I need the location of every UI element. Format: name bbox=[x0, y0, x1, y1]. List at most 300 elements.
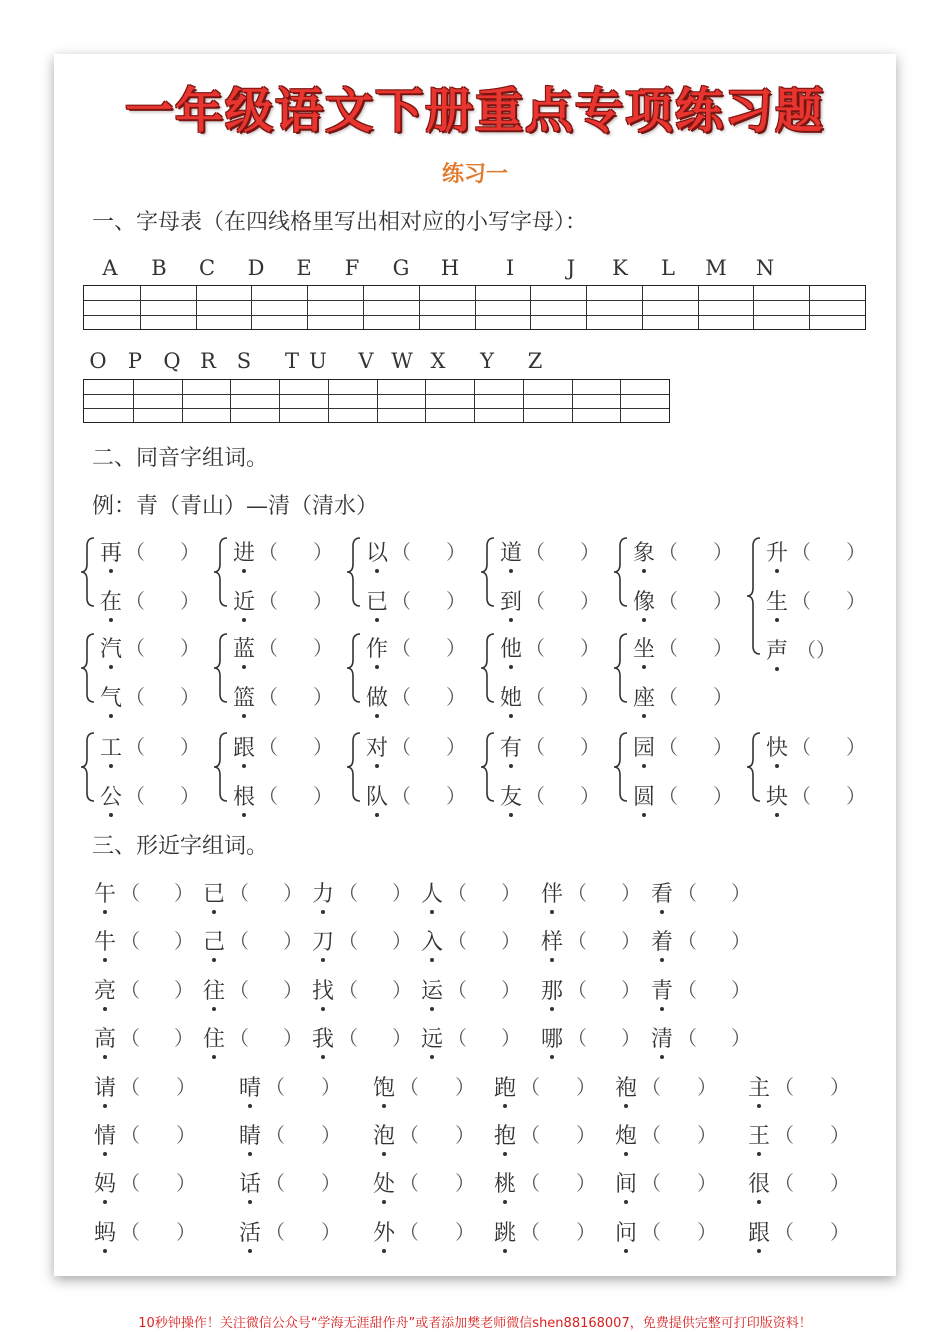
open-paren[interactable]: （ bbox=[677, 1026, 697, 1050]
dotted-character: 样 bbox=[541, 925, 563, 956]
open-paren[interactable]: （ bbox=[525, 685, 545, 709]
homophone-entry bbox=[633, 681, 733, 712]
open-paren[interactable]: （ bbox=[125, 735, 145, 759]
close-paren[interactable]: ） bbox=[174, 929, 194, 953]
close-paren[interactable]: ） bbox=[830, 1075, 850, 1099]
grid-divider bbox=[307, 286, 308, 329]
close-paren[interactable]: ） bbox=[731, 1026, 751, 1050]
close-paren[interactable]: ） bbox=[621, 1026, 641, 1050]
similar-char-item bbox=[373, 1071, 475, 1102]
close-paren[interactable]: ） bbox=[576, 1220, 596, 1244]
letter-M: M bbox=[705, 256, 727, 280]
similar-char-item bbox=[615, 1119, 717, 1150]
grid-divider bbox=[620, 380, 621, 422]
open-paren[interactable]: （ bbox=[125, 540, 145, 564]
curly-brace bbox=[478, 731, 498, 807]
close-paren[interactable]: ） bbox=[697, 1171, 717, 1195]
open-paren[interactable]: （ bbox=[658, 540, 678, 564]
similar-char-item bbox=[203, 1022, 303, 1053]
close-paren[interactable]: ） bbox=[455, 1075, 475, 1099]
open-paren[interactable]: （ bbox=[447, 929, 467, 953]
letter-E: E bbox=[296, 256, 312, 280]
dotted-character: 升 bbox=[766, 536, 788, 567]
close-paren[interactable]: ） bbox=[283, 978, 303, 1002]
open-paren[interactable]: （ bbox=[391, 636, 411, 660]
close-paren[interactable]: ） bbox=[180, 784, 200, 808]
letter-H: H bbox=[440, 256, 460, 280]
open-paren[interactable]: （ bbox=[677, 978, 697, 1002]
close-paren[interactable]: ） bbox=[446, 636, 466, 660]
close-paren[interactable]: ） bbox=[846, 589, 866, 613]
letter-G: G bbox=[392, 256, 410, 280]
curly-brace bbox=[478, 536, 498, 612]
open-paren[interactable]: （ bbox=[525, 636, 545, 660]
close-paren[interactable]: ） bbox=[313, 784, 333, 808]
open-paren[interactable]: （ bbox=[525, 589, 545, 613]
letter-X: X bbox=[430, 349, 446, 373]
homophone-entry bbox=[633, 731, 733, 762]
dotted-character: 住 bbox=[203, 1022, 225, 1053]
open-paren[interactable]: （ bbox=[229, 881, 249, 905]
dotted-character: 请 bbox=[94, 1071, 116, 1102]
open-paren[interactable]: （ bbox=[229, 929, 249, 953]
similar-char-item bbox=[615, 1167, 717, 1198]
open-paren[interactable]: （ bbox=[338, 1026, 358, 1050]
close-paren[interactable]: ） bbox=[501, 881, 521, 905]
open-paren[interactable]: （ bbox=[120, 1075, 140, 1099]
grid-divider bbox=[425, 380, 426, 422]
open-paren[interactable]: （ bbox=[774, 1075, 794, 1099]
answer-blank[interactable]: （） bbox=[796, 638, 836, 662]
open-paren[interactable]: （ bbox=[338, 978, 358, 1002]
close-paren[interactable]: ） bbox=[580, 636, 600, 660]
close-paren[interactable]: ） bbox=[580, 589, 600, 613]
close-paren[interactable]: ） bbox=[283, 881, 303, 905]
four-line-grid-1[interactable] bbox=[83, 285, 866, 330]
open-paren[interactable]: （ bbox=[658, 735, 678, 759]
close-paren[interactable]: ） bbox=[713, 735, 733, 759]
open-paren[interactable]: （ bbox=[399, 1171, 419, 1195]
similar-char-item bbox=[494, 1216, 596, 1247]
letter-U: U bbox=[309, 349, 327, 373]
open-paren[interactable]: （ bbox=[120, 881, 140, 905]
close-paren[interactable]: ） bbox=[731, 929, 751, 953]
homophone-entry bbox=[233, 632, 333, 663]
open-paren[interactable]: （ bbox=[258, 540, 278, 564]
dotted-character: 近 bbox=[233, 585, 255, 616]
grid-divider bbox=[698, 286, 699, 329]
close-paren[interactable]: ） bbox=[731, 978, 751, 1002]
open-paren[interactable]: （ bbox=[391, 589, 411, 613]
example-line: 例：青（青山）—清（清水） bbox=[92, 494, 379, 519]
letter-B: B bbox=[151, 256, 167, 280]
curly-brace bbox=[78, 731, 98, 807]
close-paren[interactable]: ） bbox=[446, 685, 466, 709]
dotted-character: 以 bbox=[366, 536, 388, 567]
open-paren[interactable]: （ bbox=[677, 881, 697, 905]
dotted-character: 看 bbox=[651, 877, 673, 908]
four-line-grid-2[interactable] bbox=[83, 379, 670, 423]
open-paren[interactable]: （ bbox=[391, 685, 411, 709]
similar-char-item bbox=[239, 1071, 341, 1102]
similar-char-item bbox=[421, 877, 521, 908]
grid-divider bbox=[279, 380, 280, 422]
close-paren[interactable]: ） bbox=[321, 1171, 341, 1195]
open-paren[interactable]: （ bbox=[520, 1220, 540, 1244]
dotted-character: 运 bbox=[421, 974, 443, 1005]
open-paren[interactable]: （ bbox=[567, 929, 587, 953]
letter-L: L bbox=[661, 256, 675, 280]
dotted-character: 蚂 bbox=[94, 1216, 116, 1247]
close-paren[interactable]: ） bbox=[455, 1220, 475, 1244]
dotted-character: 王 bbox=[748, 1119, 770, 1150]
open-paren[interactable]: （ bbox=[658, 636, 678, 660]
open-paren[interactable]: （ bbox=[125, 636, 145, 660]
dotted-character: 她 bbox=[500, 681, 522, 712]
open-paren[interactable]: （ bbox=[120, 1171, 140, 1195]
open-paren[interactable]: （ bbox=[229, 978, 249, 1002]
close-paren[interactable]: ） bbox=[176, 1171, 196, 1195]
close-paren[interactable]: ） bbox=[713, 589, 733, 613]
open-paren[interactable]: （ bbox=[125, 589, 145, 613]
dotted-character: 友 bbox=[500, 780, 522, 811]
dotted-character: 队 bbox=[366, 780, 388, 811]
open-paren[interactable]: （ bbox=[399, 1123, 419, 1147]
dotted-character: 情 bbox=[94, 1119, 116, 1150]
similar-char-item bbox=[494, 1071, 596, 1102]
close-paren[interactable]: ） bbox=[174, 1026, 194, 1050]
close-paren[interactable]: ） bbox=[313, 636, 333, 660]
grid-divider bbox=[642, 286, 643, 329]
similar-char-item bbox=[421, 925, 521, 956]
curly-brace bbox=[744, 536, 764, 660]
open-paren[interactable]: （ bbox=[791, 784, 811, 808]
similar-char-item bbox=[94, 877, 194, 908]
close-paren[interactable]: ） bbox=[580, 735, 600, 759]
close-paren[interactable]: ） bbox=[697, 1123, 717, 1147]
close-paren[interactable]: ） bbox=[180, 589, 200, 613]
close-paren[interactable]: ） bbox=[621, 881, 641, 905]
open-paren[interactable]: （ bbox=[525, 735, 545, 759]
dotted-character: 他 bbox=[500, 632, 522, 663]
open-paren[interactable]: （ bbox=[641, 1075, 661, 1099]
grid-divider bbox=[475, 286, 476, 329]
dotted-character: 快 bbox=[766, 731, 788, 762]
close-paren[interactable]: ） bbox=[176, 1075, 196, 1099]
grid-divider bbox=[530, 286, 531, 329]
homophone-entry bbox=[233, 681, 333, 712]
open-paren[interactable]: （ bbox=[774, 1220, 794, 1244]
close-paren[interactable]: ） bbox=[180, 735, 200, 759]
close-paren[interactable]: ） bbox=[392, 881, 412, 905]
close-paren[interactable]: ） bbox=[576, 1171, 596, 1195]
close-paren[interactable]: ） bbox=[180, 636, 200, 660]
open-paren[interactable]: （ bbox=[447, 1026, 467, 1050]
dotted-character: 远 bbox=[421, 1022, 443, 1053]
similar-char-item bbox=[203, 877, 303, 908]
letter-Q: Q bbox=[163, 349, 181, 373]
homophone-entry bbox=[366, 536, 466, 567]
close-paren[interactable]: ） bbox=[313, 540, 333, 564]
dotted-character: 晴 bbox=[239, 1071, 261, 1102]
homophone-entry bbox=[500, 681, 600, 712]
dotted-character: 再 bbox=[100, 536, 122, 567]
close-paren[interactable]: ） bbox=[697, 1220, 717, 1244]
dotted-character: 蓝 bbox=[233, 632, 255, 663]
close-paren[interactable]: ） bbox=[180, 685, 200, 709]
close-paren[interactable]: ） bbox=[446, 589, 466, 613]
open-paren[interactable]: （ bbox=[338, 929, 358, 953]
open-paren[interactable]: （ bbox=[258, 784, 278, 808]
open-paren[interactable]: （ bbox=[391, 784, 411, 808]
open-paren[interactable]: （ bbox=[677, 929, 697, 953]
dotted-character: 跳 bbox=[494, 1216, 516, 1247]
close-paren[interactable]: ） bbox=[830, 1220, 850, 1244]
homophone-entry bbox=[100, 780, 200, 811]
grid-divider bbox=[328, 380, 329, 422]
open-paren[interactable]: （ bbox=[265, 1075, 285, 1099]
open-paren[interactable]: （ bbox=[525, 784, 545, 808]
close-paren[interactable]: ） bbox=[580, 685, 600, 709]
open-paren[interactable]: （ bbox=[338, 881, 358, 905]
dotted-character: 睛 bbox=[239, 1119, 261, 1150]
open-paren[interactable]: （ bbox=[525, 540, 545, 564]
open-paren[interactable]: （ bbox=[258, 735, 278, 759]
dotted-character: 块 bbox=[766, 780, 788, 811]
dotted-character: 进 bbox=[233, 536, 255, 567]
open-paren[interactable]: （ bbox=[567, 978, 587, 1002]
similar-char-item bbox=[203, 974, 303, 1005]
open-paren[interactable]: （ bbox=[265, 1220, 285, 1244]
close-paren[interactable]: ） bbox=[501, 929, 521, 953]
page-title: 一年级语文下册重点专项练习题 bbox=[124, 83, 825, 139]
close-paren[interactable]: ） bbox=[446, 540, 466, 564]
dotted-character: 活 bbox=[239, 1216, 261, 1247]
open-paren[interactable]: （ bbox=[258, 589, 278, 613]
close-paren[interactable]: ） bbox=[713, 784, 733, 808]
open-paren[interactable]: （ bbox=[567, 1026, 587, 1050]
similar-char-item bbox=[373, 1167, 475, 1198]
open-paren[interactable]: （ bbox=[258, 636, 278, 660]
curly-brace bbox=[611, 632, 631, 708]
open-paren[interactable]: （ bbox=[791, 540, 811, 564]
open-paren[interactable]: （ bbox=[120, 929, 140, 953]
dotted-character: 对 bbox=[366, 731, 388, 762]
open-paren[interactable]: （ bbox=[120, 978, 140, 1002]
open-paren[interactable]: （ bbox=[120, 1026, 140, 1050]
letter-T: T bbox=[284, 349, 300, 373]
open-paren[interactable]: （ bbox=[520, 1171, 540, 1195]
dotted-character: 气 bbox=[100, 681, 122, 712]
similar-char-item bbox=[651, 1022, 751, 1053]
homophone-entry bbox=[500, 585, 600, 616]
close-paren[interactable]: ） bbox=[180, 540, 200, 564]
open-paren[interactable]: （ bbox=[229, 1026, 249, 1050]
close-paren[interactable]: ） bbox=[455, 1171, 475, 1195]
close-paren[interactable]: ） bbox=[697, 1075, 717, 1099]
close-paren[interactable]: ） bbox=[446, 784, 466, 808]
close-paren[interactable]: ） bbox=[846, 735, 866, 759]
open-paren[interactable]: （ bbox=[120, 1123, 140, 1147]
open-paren[interactable]: （ bbox=[447, 881, 467, 905]
open-paren[interactable]: （ bbox=[399, 1220, 419, 1244]
letters-row-2 bbox=[0, 349, 950, 375]
close-paren[interactable]: ） bbox=[313, 589, 333, 613]
close-paren[interactable]: ） bbox=[731, 881, 751, 905]
exercise-subtitle: 练习一 bbox=[441, 162, 508, 187]
dotted-character: 篮 bbox=[233, 681, 255, 712]
close-paren[interactable]: ） bbox=[455, 1123, 475, 1147]
grid-divider bbox=[140, 286, 141, 329]
open-paren[interactable]: （ bbox=[125, 784, 145, 808]
close-paren[interactable]: ） bbox=[713, 540, 733, 564]
open-paren[interactable]: （ bbox=[391, 540, 411, 564]
curly-brace bbox=[744, 731, 764, 807]
homophone-entry bbox=[633, 632, 733, 663]
dotted-character: 找 bbox=[312, 974, 334, 1005]
grid-divider bbox=[251, 286, 252, 329]
letter-F: F bbox=[344, 256, 360, 280]
letter-A: A bbox=[102, 256, 118, 280]
similar-char-item bbox=[94, 1119, 196, 1150]
close-paren[interactable]: ） bbox=[580, 540, 600, 564]
close-paren[interactable]: ） bbox=[392, 929, 412, 953]
similar-char-item bbox=[373, 1119, 475, 1150]
curly-brace bbox=[344, 731, 364, 807]
dotted-character: 在 bbox=[100, 585, 122, 616]
open-paren[interactable]: （ bbox=[125, 685, 145, 709]
open-paren[interactable]: （ bbox=[265, 1123, 285, 1147]
curly-brace bbox=[344, 536, 364, 612]
open-paren[interactable]: （ bbox=[641, 1123, 661, 1147]
close-paren[interactable]: ） bbox=[621, 929, 641, 953]
letter-J: J bbox=[566, 256, 576, 280]
close-paren[interactable]: ） bbox=[321, 1220, 341, 1244]
open-paren[interactable]: （ bbox=[658, 589, 678, 613]
dotted-character: 亮 bbox=[94, 974, 116, 1005]
homophone-entry bbox=[766, 634, 836, 665]
close-paren[interactable]: ） bbox=[392, 978, 412, 1002]
open-paren[interactable]: （ bbox=[641, 1220, 661, 1244]
open-paren[interactable]: （ bbox=[265, 1171, 285, 1195]
close-paren[interactable]: ） bbox=[830, 1171, 850, 1195]
dotted-character: 坐 bbox=[633, 632, 655, 663]
dotted-character: 午 bbox=[94, 877, 116, 908]
close-paren[interactable]: ） bbox=[713, 636, 733, 660]
close-paren[interactable]: ） bbox=[580, 784, 600, 808]
close-paren[interactable]: ） bbox=[321, 1123, 341, 1147]
dotted-character: 入 bbox=[421, 925, 443, 956]
close-paren[interactable]: ） bbox=[446, 735, 466, 759]
open-paren[interactable]: （ bbox=[791, 735, 811, 759]
similar-char-item bbox=[651, 974, 751, 1005]
close-paren[interactable]: ） bbox=[621, 978, 641, 1002]
similar-char-item bbox=[312, 1022, 412, 1053]
close-paren[interactable]: ） bbox=[176, 1220, 196, 1244]
section1-heading: 一、字母表（在四线格里写出相对应的小写字母）： bbox=[92, 210, 588, 235]
dotted-character: 饱 bbox=[373, 1071, 395, 1102]
dotted-character: 桃 bbox=[494, 1167, 516, 1198]
close-paren[interactable]: ） bbox=[283, 929, 303, 953]
close-paren[interactable]: ） bbox=[576, 1075, 596, 1099]
close-paren[interactable]: ） bbox=[313, 735, 333, 759]
close-paren[interactable]: ） bbox=[576, 1123, 596, 1147]
dotted-character: 间 bbox=[615, 1167, 637, 1198]
close-paren[interactable]: ） bbox=[392, 1026, 412, 1050]
open-paren[interactable]: （ bbox=[641, 1171, 661, 1195]
letter-O: O bbox=[89, 349, 107, 373]
similar-char-item bbox=[239, 1167, 341, 1198]
grid-divider bbox=[474, 380, 475, 422]
close-paren[interactable]: ） bbox=[830, 1123, 850, 1147]
dotted-character: 哪 bbox=[541, 1022, 563, 1053]
close-paren[interactable]: ） bbox=[313, 685, 333, 709]
curly-brace bbox=[78, 536, 98, 612]
close-paren[interactable]: ） bbox=[501, 1026, 521, 1050]
similar-char-item bbox=[615, 1216, 717, 1247]
open-paren[interactable]: （ bbox=[774, 1171, 794, 1195]
dotted-character: 抱 bbox=[494, 1119, 516, 1150]
open-paren[interactable]: （ bbox=[120, 1220, 140, 1244]
homophone-entry bbox=[366, 632, 466, 663]
homophone-entry bbox=[100, 731, 200, 762]
dotted-character: 外 bbox=[373, 1216, 395, 1247]
open-paren[interactable]: （ bbox=[447, 978, 467, 1002]
open-paren[interactable]: （ bbox=[258, 685, 278, 709]
open-paren[interactable]: （ bbox=[658, 784, 678, 808]
curly-brace bbox=[78, 632, 98, 708]
similar-char-item bbox=[748, 1216, 850, 1247]
dotted-character: 牛 bbox=[94, 925, 116, 956]
similar-char-item bbox=[421, 1022, 521, 1053]
open-paren[interactable]: （ bbox=[520, 1075, 540, 1099]
dotted-character: 主 bbox=[748, 1071, 770, 1102]
dotted-character: 汽 bbox=[100, 632, 122, 663]
homophone-entry bbox=[766, 780, 866, 811]
homophone-entry bbox=[233, 731, 333, 762]
similar-char-item bbox=[541, 925, 641, 956]
close-paren[interactable]: ） bbox=[283, 1026, 303, 1050]
close-paren[interactable]: ） bbox=[501, 978, 521, 1002]
grid-divider bbox=[196, 286, 197, 329]
curly-brace bbox=[211, 731, 231, 807]
dotted-character: 象 bbox=[633, 536, 655, 567]
close-paren[interactable]: ） bbox=[713, 685, 733, 709]
open-paren[interactable]: （ bbox=[520, 1123, 540, 1147]
dotted-character: 人 bbox=[421, 877, 443, 908]
letter-Z: Z bbox=[527, 349, 543, 373]
dotted-character: 力 bbox=[312, 877, 334, 908]
dotted-character: 己 bbox=[203, 925, 225, 956]
dotted-character: 问 bbox=[615, 1216, 637, 1247]
open-paren[interactable]: （ bbox=[567, 881, 587, 905]
close-paren[interactable]: ） bbox=[846, 784, 866, 808]
similar-char-item bbox=[541, 877, 641, 908]
similar-char-item bbox=[94, 1071, 196, 1102]
close-paren[interactable]: ） bbox=[846, 540, 866, 564]
close-paren[interactable]: ） bbox=[321, 1075, 341, 1099]
close-paren[interactable]: ） bbox=[174, 978, 194, 1002]
open-paren[interactable]: （ bbox=[791, 589, 811, 613]
open-paren[interactable]: （ bbox=[391, 735, 411, 759]
close-paren[interactable]: ） bbox=[176, 1123, 196, 1147]
homophone-entry bbox=[766, 731, 866, 762]
open-paren[interactable]: （ bbox=[658, 685, 678, 709]
close-paren[interactable]: ） bbox=[174, 881, 194, 905]
grid-divider bbox=[572, 380, 573, 422]
open-paren[interactable]: （ bbox=[399, 1075, 419, 1099]
open-paren[interactable]: （ bbox=[774, 1123, 794, 1147]
